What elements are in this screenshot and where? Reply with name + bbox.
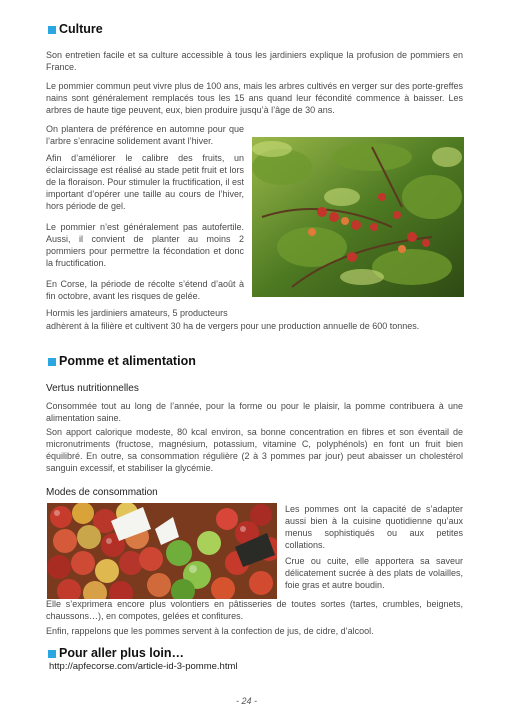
subheading: Modes de consommation: [46, 487, 158, 498]
section-bullet: [48, 650, 56, 658]
section-bullet: [48, 358, 56, 366]
paragraph: Consommée tout au long de l’année, pour la forme ou pour le plaisir, la pomme contribuera à une alimentation saine.: [46, 401, 463, 423]
paragraph: En Corse, la période de récolte s’étend d’août à fin octobre, avant les risques de gelée.: [46, 279, 244, 301]
apples-market-photo: [47, 503, 277, 599]
paragraph: Afin d’améliorer le calibre des fruits, un éclaircissage est réalisé au stade petit fruit et lors de la floraison. Pour stimuler la fructification, il est important d’opérer une taille au cours de l’hiver, hors période de gel.: [46, 153, 244, 211]
paragraph: Crue ou cuite, elle apportera sa saveur délicatement sucrée à des plats de volailles, foie gras et autre boudin.: [285, 556, 463, 590]
apple-tree-photo: [252, 137, 464, 297]
paragraph: Les pommes ont la capacité de s’adapter aussi bien à la cuisine quotidienne qu’aux menus sophistiqués ou aux petites collations.: [285, 504, 463, 550]
paragraph: adhèrent à la filière et cultivent 30 ha de vergers pour une production annuelle de 600 tonnes.: [46, 321, 420, 331]
paragraph: Son apport calorique modeste, 80 kcal environ, sa bonne concentration en fibres et son éventail de micronutriments (fructose, magnésium, potassium, vitamine C, polyphénols) en font un fruit bien équilibré. En outre, sa consommation régulière (2 à 3 pommes par jour) peut abaisser un cholestérol sanguin excessif, et stabiliser la glycémie.: [46, 427, 463, 473]
paragraph: Elle s’exprimera encore plus volontiers en pâtisseries de toutes sortes (tartes, crumbles, beignets, chaussons…), en compotes, gelées et confitures.: [46, 599, 463, 621]
paragraph: Le pommier n’est généralement pas autofertile. Aussi, il convient de planter au moins 2 pommiers pour permettre la fécondation et donc la fructification.: [46, 222, 244, 268]
paragraph: Le pommier commun peut vivre plus de 100 ans, mais les arbres cultivés en verger sur des porte-greffes nains sont généralement remplacés tous les 15 ans quand leur fécondité commence à baisser. Les arbres de haute tige peuvent, eux, bien produire jusqu’à l’âge de 30 ans.: [46, 81, 463, 115]
subheading: Vertus nutritionnelles: [46, 383, 139, 394]
paragraph: Enfin, rappelons que les pommes servent à la confection de jus, de cidre, d’alcool.: [46, 626, 374, 636]
section-title-alimentation: Pomme et alimentation: [59, 354, 196, 368]
section-bullet: [48, 26, 56, 34]
section-title-culture: Culture: [59, 22, 103, 36]
section-title-plus-loin: Pour aller plus loin…: [59, 646, 185, 660]
reference-link[interactable]: http://apfecorse.com/article-id-3-pomme.html: [49, 661, 238, 672]
paragraph: Son entretien facile et sa culture accessible à tous les jardiniers explique la profusion de pommiers en France.: [46, 50, 463, 72]
paragraph: Hormis les jardiniers amateurs, 5 producteurs: [46, 308, 228, 318]
page-number: - 24 -: [236, 696, 258, 706]
paragraph: On plantera de préférence en automne pour que l’arbre s’enracine solidement avant l’hiver.: [46, 124, 244, 146]
